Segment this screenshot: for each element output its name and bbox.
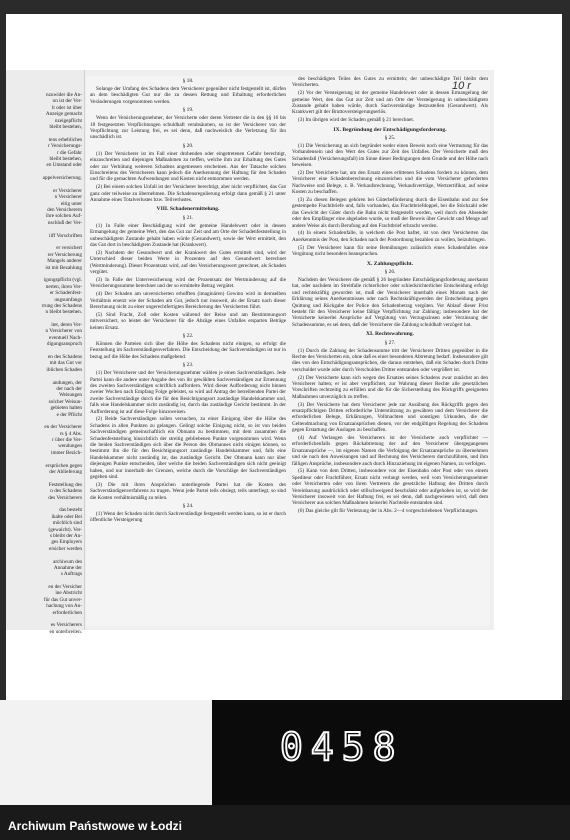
section-heading: IX. Begründung der Entschädigungsforderung.: [333, 126, 447, 133]
strip-line: ersicher werden: [49, 545, 82, 552]
strip-line: on ist der Ver-: [52, 98, 82, 105]
frame-number: 0458: [280, 725, 404, 769]
strip-line: andungen, der: [52, 379, 82, 386]
paragraph: (3) In Falle der Untervesicherung wird der Prozentsatz der Wertminderung auf die Versicherungssumme berechnet und der so ermittelte Betrag vergütet.: [90, 276, 286, 290]
strip-line: en Umstand oder: [46, 162, 82, 169]
paragraph: (1) Durch die Zahlung der Schadensumme tritt der Versicherer Dritten gegenüber in die Rechte des Versicherten ein, ohne daß es einer besonderen Abtretung bedarf. Insbesondere gilt dies von den Entschädigungsansprüchen, die daraus entstehen, daß ein Schaden durch Dritte verschuldet wurde oder durch Verschulden Dritter entstanden oder vergrößert ist.: [292, 347, 488, 373]
paragraph-number: § 24.: [182, 503, 194, 510]
paragraph-number: § 26.: [384, 268, 396, 275]
strip-line: bleibt bestehen,: [49, 155, 82, 162]
section-heading: XI. Rechtswahrung.: [365, 331, 415, 338]
strip-line: Anzeige gemacht: [45, 111, 82, 118]
strip-line: des Versicherers: [48, 494, 82, 501]
paragraph: (1) In Falle einer Beschädigung wird der gemeine Handelswert oder in dessen Ermangelung der gemeine Wert, den das Gut zur Zeit und am Orte der Schadenfeststellung in unbeschädigtem Zustande gehabt haben würde (Gesundwert), sowie der Wert ermittelt, den das Gut dort in beschädigtem Zustande hat (Krankwert).: [90, 222, 286, 249]
strip-line: es Versicherers: [50, 622, 82, 629]
strip-line: der Ablieferung: [49, 469, 82, 476]
strip-line: das besteht: [59, 507, 82, 514]
strip-line: nzuwider die An-: [45, 92, 82, 98]
strip-line: mit das Gut vor: [49, 360, 82, 367]
paragraph-number: § 22.: [182, 332, 194, 339]
strip-line: immer Bezich-: [51, 449, 82, 456]
strip-line: ersprüchen gegen: [45, 462, 82, 469]
paragraph: (2) Nachdem der Gesundwert und der Krankwert des Gutes ermittelt sind, wird der Unterschied dieser beiden Werte in Prozenten auf den Gesundwert berechnet (Wertminderung). Dieser Prozentsatz wird, auf den Versicherungswert gerechnet, als Schaden vergütet.: [90, 249, 286, 276]
paragraph: des beschädigten Teiles des Gutes zu ermitteln; der unbeschädigte Teil bleibt dem Versicherten.: [292, 76, 488, 89]
paragraph: (3) Der Versicherte hat dem Versicherer jede zur Ausübung des Rückgriffs gegen den ersatzpflichtigen Dritten erforderliche Unterstützung zu gewähren und dem Versicherer die erforderlichen Belege, Erklärungen, Vollmachten und sonstigen Urkunden, die der Geltendmachung von Ersatzansprüchen dienen, vor der endgültigen Regelung des Schadens gegen Erstattung der Auslagen zu beschaffen.: [292, 401, 488, 434]
left-text-column: [90, 76, 286, 624]
paragraph: (1) Die Versicherung an sich begründet weder einen Beweis noch eine Vermutung für das Vorhandensein und den Wert des Gutes zur Zeit des Unfalles. Der Versicherte muß den Schadenfall (Versicherungsfall) im Sinne dieser Bedingungen dem Grunde und der Höhe nach beweisen.: [292, 143, 488, 169]
strip-line: solcher Weisun-: [48, 398, 82, 405]
archive-name: Archiwum Państwowe w Łodzi: [8, 819, 183, 833]
strip-line: eitig unter: [60, 200, 82, 207]
strip-line: appelversicherung.: [42, 175, 82, 182]
strip-line: n bleibt bestehen.: [45, 309, 82, 316]
paragraph: Wenn der Versicherungsnehmer, der Versicherte oder deren Vertreter die in den §§ 16 bis 18 festgesetzten Verpflichtungen schuldhaft verabsäumen, so ist der Versicherer von der Verpflichtung zur Leistung frei, es sei denn, daß nachweislich die Verletzung für ihn unschädlich ist.: [90, 115, 286, 141]
paragraph-number: § 21.: [182, 214, 194, 221]
strip-line: nzeigepflicht: [54, 117, 82, 124]
strip-line: ges Employers: [51, 539, 82, 546]
strip-line: rer Versicherung: [47, 251, 82, 258]
strip-line: Mangels anderer: [47, 258, 82, 265]
right-text-column: [292, 76, 488, 624]
strip-line: iiff Vorschriften: [49, 232, 82, 239]
paragraph: (3) Die mit ihren Ansprüchen unterliegende Partei hat die Kosten des Sachverständigenverfahrens zu tragen. Wenn jede Partei teils obsiegt, teils unterliegt, so sind die Kosten verhältnismäßig zu teilen.: [90, 481, 286, 501]
film-edge: [0, 700, 212, 805]
strip-line: n Versicherer von: [45, 328, 82, 335]
handwritten-page-number: 10 r: [452, 80, 471, 92]
strip-line: en des Schadens: [48, 354, 82, 361]
strip-line: rrung des Schadens: [41, 302, 82, 309]
section-heading: X. Zahlungspflicht.: [366, 260, 414, 267]
strip-line: itet, deren Ver-: [51, 322, 82, 329]
strip-line: r Versicherungs-: [47, 143, 82, 150]
strip-line: r über die Ver-: [52, 437, 82, 444]
strip-line: iblichen Schaden: [46, 366, 82, 373]
previous-page-strip: [6, 70, 85, 635]
strip-line: der nach der: [56, 385, 82, 392]
paragraph-number: § 18.: [182, 78, 194, 84]
strip-line: r die Gefahr: [56, 149, 82, 156]
strip-line: archiwum des: [53, 558, 82, 565]
strip-line: er Versicherer: [53, 187, 82, 194]
strip-line: eventuell Nach-: [49, 334, 82, 341]
strip-line: ine Abstricht: [55, 590, 82, 597]
paragraph: Nachdem der Versicherer die gemäß § 26 begründete Entschädigungsforderung anerkannt hat, oder nachdem im Streitfalle richterlicher oder schiedsrichterlicher Entscheidung erfolgt und rechtskräftig geworden ist, muß der Versicherer innerhalb eines Monats nach der Erklärung seines Anerkenntnisses oder nach Rechtskräftigwerden der Entscheidung gegen Quittung und Rückgabe der Police den Schadenbetrag vergüten. Vor Ablauf dieser Frist besteht für den Versicherer keine fällige Verpflichtung zur Zahlung; insbesondere hat der Versicherte keinerlei Ansprüche auf Vergütung von Verzugszinsen oder Verzinsung der Schadensumme, es sei denn, daß der Versicherer die Zahlung schuldhaft verzögert hat.: [292, 276, 488, 328]
strip-line: für das Gut unver-: [43, 596, 82, 603]
paragraph: (5) Kann von dem Dritten, insbesondere von der Eisenbahn oder Post oder von einem Spediteur oder Frachtführer, Ersatz nicht verlangt werden, weil vom Versicherungsnehmer oder Versicherten oder von ihren Vertretern die gesetzliche Haftung des Dritten durch Vereinbarung ausdrücklich oder stillschweigend beschränkt oder aufgehoben ist, so wird der Versicherer insoweit von der Haftung frei, es sei denn, daß nachgewiesen wird, daß dem Versicherer aus solchen Maßnahmen keinerlei Nachteile entstanden sind.: [292, 468, 488, 507]
strip-line: gebieten halten: [50, 405, 82, 412]
strip-line: bleibt bestehen,: [49, 123, 82, 130]
paragraph: (6) Das gleiche gilt für Verletzung der in Abs. 2—4 vorgeschriebenen Verpflichtungen.: [298, 508, 479, 515]
scanned-document: [6, 70, 494, 635]
strip-line: den Versicherern: [47, 207, 82, 214]
strip-line: n des Schadens: [50, 488, 82, 495]
strip-line: nerten, ihren Ver-: [45, 283, 82, 290]
strip-line: Annahme der: [53, 564, 82, 571]
paragraph-number: § 25.: [384, 135, 396, 142]
strip-line: e der Pflicht: [56, 411, 82, 418]
paragraph: (3) Im übrigen wird der Schaden gemäß § 21 berechnet.: [298, 117, 415, 124]
previous-page-text: [8, 92, 82, 635]
paragraph: (5) Sind Fracht, Zoll oder Kosten während der Reise und am Bestimmungsort mitversichert, so leistet der Versicherer für die Abzüge eines Unfalles ersparten Beträge keinen Ersatz.: [90, 311, 286, 331]
paragraph: (2) Der Versicherte kann sich wegen des Ersatzes seines Schadens zwar zunächst an den Versicherer halten; er ist aber verpflichtet, zur Wahrung dieser Rechte alle gesetzlichen Vorschriften rechtzeitig zu erfüllen und die für die Sicherstellung des Rückgriffs geeigneten Maßnahmen unverzüglich zu treffen.: [292, 374, 488, 400]
strip-line: (gewaicht). Ver-: [48, 526, 82, 533]
document-page: [86, 76, 490, 626]
paragraph: (4) Der Schaden am unversicherten erhofften (imaginären) Gewinn wird in demselben Verhältnis ersetzt wie der Schaden am Gut, jedoch nur insoweit, als der Ersatz nach dieser Berechnung nicht zu einer ungerechtfertigten Bereicherung des Versicherten führt.: [90, 291, 286, 310]
strip-line: igungspflicht (vgl.: [43, 277, 82, 284]
strip-line: Feststellung des: [48, 481, 82, 488]
paragraph: Können die Parteien sich über die Höhe des Schadens nicht einigen, so erfolgt die Feststellung im Sachverständigenverfahren. Die Entscheidung der Sachverständigen ist nur in bezug auf die Höhe des Schadens maßgebend.: [90, 340, 286, 360]
strip-line: s Auftrags: [60, 571, 82, 578]
paragraph: (4) In einem Schadenfalle, in welchem die Post haftet, ist von dem Versicherten das Anerkenntnis der Post, den Schaden nach der Postordnung bezahlen zu wollen, beizubringen.: [292, 230, 488, 243]
strip-line: wendungen: [58, 443, 82, 450]
paragraph: (1) Wenn der Schaden nicht durch Sachverständige festgestellt werden kann, so ist er durch öffentliche Versteigerung: [90, 511, 286, 524]
strip-line: en der Versicherer: [44, 424, 82, 431]
strip-line: möchlich sind: [52, 520, 82, 527]
paragraph-number: § 19.: [182, 107, 194, 114]
paragraph-number: § 27.: [384, 339, 396, 346]
paragraph: (1) Der Versicherer ist im Fall einer drohenden oder eingetretenen Gefahr berechtigt, einzuschreiten und diejenigen Maßnahmen zu treffen, welche ihm zur Erhaltung des Gutes oder zur Verhütung weiteren Schadens angemessen erscheinen. Aus der Tatsache solchen Einschreitens des Versicherers kann jedoch die Anerkennung der Haftung für den Schaden und für die gemachten Aufwendungen und Kosten nicht entnommen werden.: [90, 150, 286, 183]
paragraph: (2) Bei einem solchen Unfall ist der Versicherer berechtigt, aber nicht verpflichtet, das Gut ganz oder teilweise zu übernehmen. Die Schadensregulierung erfolgt dann gemäß § 21 unter Annahme eines Totalverlustes bzw. Teilverlustes.: [90, 184, 286, 204]
strip-line: Weisungen: [59, 392, 82, 399]
strip-line: en unterbreiten.: [49, 628, 82, 635]
paragraph: (2) Der Versicherte hat, um den Ersatz eines erlittenen Schadens fordern zu können, dem Versicherer eine Schadenberechnung einzureichen und die vom Versicherer geforderten Nachweise und Belege, z. B. Verkaufsrechnung, Verkaufsverträge, Wertzertifikat, auf seine Kosten zu beschaffen.: [292, 170, 488, 196]
strip-line: ihalte oder Bei: [51, 513, 82, 520]
paragraph: (5) Der Versicherer kann für seine Bemühungen zulässlich eines Schadenfalles eine Vergütung nicht besonders beanspruchen.: [292, 244, 488, 258]
strip-line: er versichert: [56, 245, 82, 252]
paragraph: (1) Der Versicherer und der Versicherungsnehmer wählen je einen Sachverständigen. Jede Partei kann die andere unter Angabe des von ihr gewählten Sachverständigen zur Ernennung des zweiten Sachverständigen schriftlich auffordern. Wird dieser Aufforderung nicht binnen zweier Wochen nach Empfang Folge geleistet, so wird auf Antrag der betreibenden Partei der zweite Sachverständige durch die für den Besichtigungsort zuständige Handelskammer und, falls eine Handelskammer nicht zuständig ist, durch das zuständige Gericht bestimmt. In der Aufforderung ist auf diese Folge hinzuweisen.: [90, 370, 286, 415]
strip-line: lt oder ist über: [51, 104, 82, 111]
strip-line: en der Versicher: [48, 584, 82, 591]
paragraph: (2) Vor der Versteigerung ist der gemeine Handelswert oder in dessen Ermangelung der gemeine Wert, den das Gut zur Zeit und am Orte der Versteigerung in unbeschädigtem Zustande gehabt haben würde, durch Sachverständige festzustellen (Gesundwert). Als Krankwert gilt der Bruttoversteigerungserlös.: [292, 90, 488, 116]
strip-line: hachung von An-: [46, 603, 82, 610]
strip-line: digungsanspruch: [46, 341, 82, 348]
strip-line: s bleibt der An-: [49, 532, 82, 539]
strip-line: ungsumfangs: [54, 296, 82, 303]
section-heading: VIII. Schadenermittelung.: [156, 206, 220, 213]
paragraph-number: § 23.: [182, 362, 194, 369]
strip-line: ihre solchen Auf-: [45, 213, 82, 220]
paragraph: Solange der Umfang des Schadens dem Versicherer gegenüber nicht festgestellt ist, dürfen an dem beschädigten Gut nur die zu dessen Rettung und Erhaltung erforderlichen Veränderungen vorgenommen werden.: [90, 86, 286, 105]
paragraph: (2) Beide Sachverständigen sollen versuchen, zu einer Einigung über die Höhe des Schadens in allen Punkten zu gelangen. Gelingt solche Einigung nicht, so ist von beiden Sachverständigen gemeinschaftlich ein Obmann zu bestimmen, mit dem zusammen die Schadenfeststellung hinsichtlich der streitig gebliebenen Punkte vorgenommen wird. Wenn die beiden Sachverständigen sich über die Person des Obmannes nicht einigen können, so bestimmt ihn die für den Besichtigungsort zuständige Handelskammer und, falls eine Handelskammer nicht zuständig ist, das zuständige Gericht. Der Obmann kann nur über diejenigen Punkte entscheiden, über welche die beiden Sachverständigen sich nicht geeinigt haben, und nur innerhalb der Grenzen, welche durch die Vorschläge der Sachverständigen gegeben sind.: [90, 416, 286, 481]
strip-line: rs § 4 Abs.: [59, 430, 82, 437]
paragraph-number: § 20.: [182, 142, 194, 149]
archive-footer: [0, 805, 570, 840]
paragraph: (4) Auf Verlangen des Versicherers ist der Versicherte auch verpflichtet — erforderlichenfalls gegen Rückabtretung der auf den Versicherer übergegangenen Ersatzansprüche —, im eigenen Namen die Verfolgung der Ersatzansprüche zu übernehmen und sie nach den Anweisungen und auf Rechnung des Versicherers durchzuführen, und ihm fälligen Ansprüche, insbesondere auch durch Hinzuziehung im eigenen Namen, zu verfolgen.: [292, 435, 488, 467]
strip-line: nschluß der Ver-: [47, 219, 82, 226]
paragraph: (3) Zu diesen Belegen gehören bei Güterbeförderung durch die Eisenbahn und zur See gestempelte Frachtbriefe und, falls vorhanden, das Frachtbriefdoppel, bei die Stückzahl oder das Gewicht der Güter durch die Bahn nicht festgestellt worden, weil durch den Absender oder den Empfänger eine abgeladen wurde, so muß der Beweis über Gewicht und Menge auf andere Weise als durch Berufung auf den Frachtbrief erbracht werden.: [292, 197, 488, 229]
strip-line: tens erhebliches: [48, 136, 82, 143]
strip-line: n Versicherer: [54, 194, 82, 201]
strip-line: erforderlichen: [52, 609, 82, 616]
strip-line: ist mit Bezahlung: [45, 264, 82, 271]
strip-line: er Schadenfest-: [49, 290, 82, 297]
